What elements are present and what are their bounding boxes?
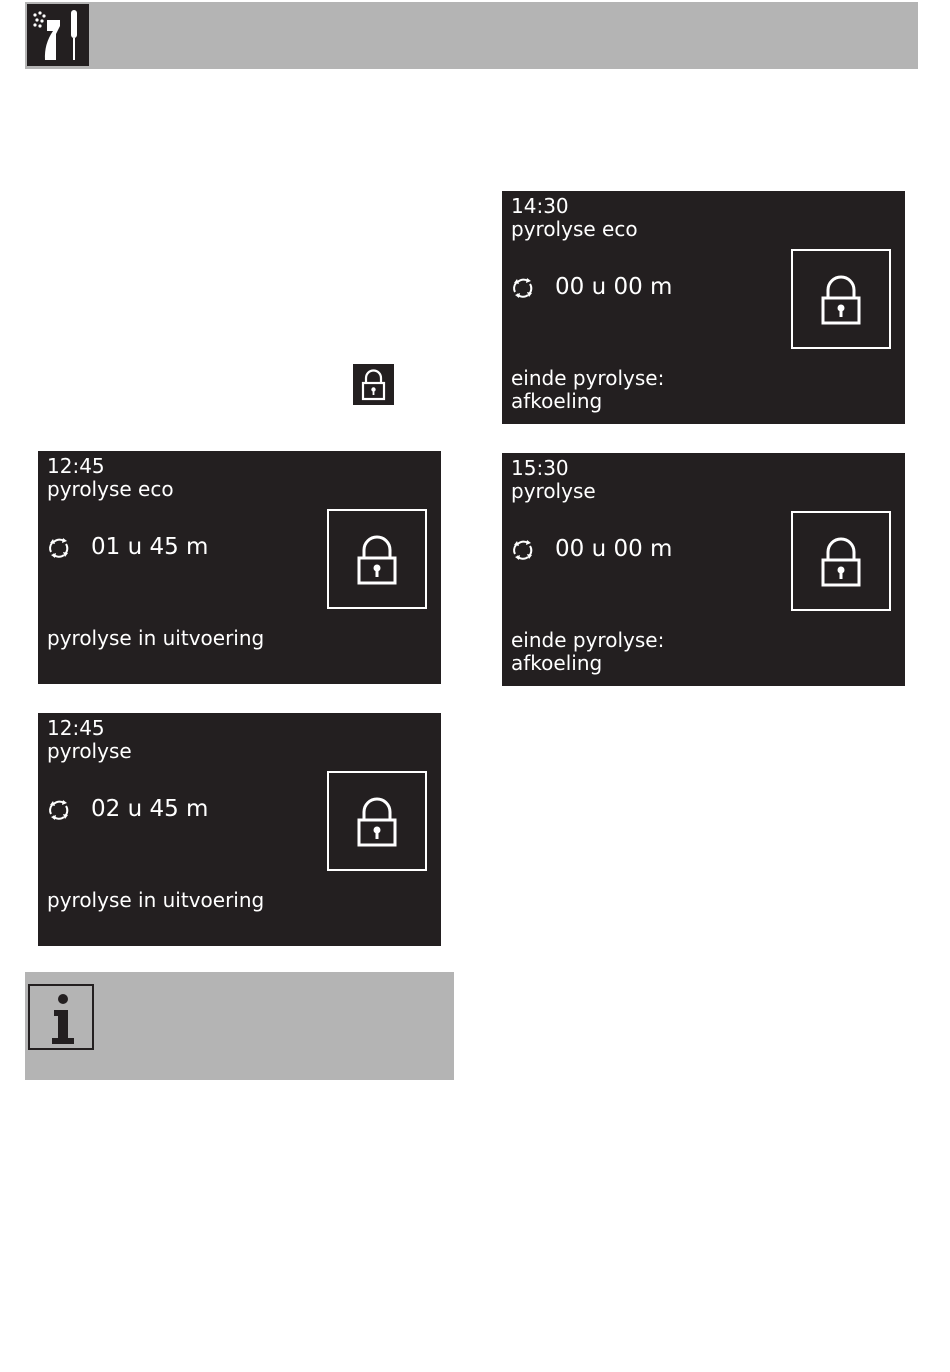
cycle-icon xyxy=(512,539,534,561)
display-panel-1 xyxy=(38,451,441,684)
display-panel-2 xyxy=(38,713,441,946)
lock-button[interactable] xyxy=(327,509,427,609)
lock-button[interactable] xyxy=(327,771,427,871)
mode-label: pyrolyse xyxy=(511,479,596,503)
lock-icon xyxy=(357,797,397,847)
remaining-duration: 01 u 45 m xyxy=(91,534,209,560)
clock-time: 12:45 xyxy=(47,454,105,478)
display-panel-4 xyxy=(502,453,905,686)
lock-button[interactable] xyxy=(791,249,891,349)
clock-time: 12:45 xyxy=(47,716,105,740)
remaining-duration: 00 u 00 m xyxy=(555,536,673,562)
status-text: pyrolyse in uitvoering xyxy=(47,626,265,650)
header-bar xyxy=(25,2,918,69)
cycle-icon xyxy=(48,537,70,559)
cleaning-spray-icon xyxy=(27,4,89,66)
clock-time: 15:30 xyxy=(511,456,569,480)
lock-button[interactable] xyxy=(791,511,891,611)
status-text: einde pyrolyse: afkoeling xyxy=(511,366,665,413)
remaining-duration: 00 u 00 m xyxy=(555,274,673,300)
cycle-icon xyxy=(48,799,70,821)
status-text: pyrolyse in uitvoering xyxy=(47,888,265,912)
lock-icon xyxy=(821,537,861,587)
lock-icon xyxy=(821,275,861,325)
mode-label: pyrolyse eco xyxy=(47,477,174,501)
display-panel-3 xyxy=(502,191,905,424)
cycle-icon xyxy=(512,277,534,299)
clock-time: 14:30 xyxy=(511,194,569,218)
info-note-box xyxy=(25,972,454,1080)
lock-icon xyxy=(357,535,397,585)
remaining-duration: 02 u 45 m xyxy=(91,796,209,822)
mode-label: pyrolyse xyxy=(47,739,132,763)
status-text: einde pyrolyse: afkoeling xyxy=(511,628,665,675)
mode-label: pyrolyse eco xyxy=(511,217,638,241)
lock-icon xyxy=(353,364,394,405)
info-icon xyxy=(28,984,94,1050)
